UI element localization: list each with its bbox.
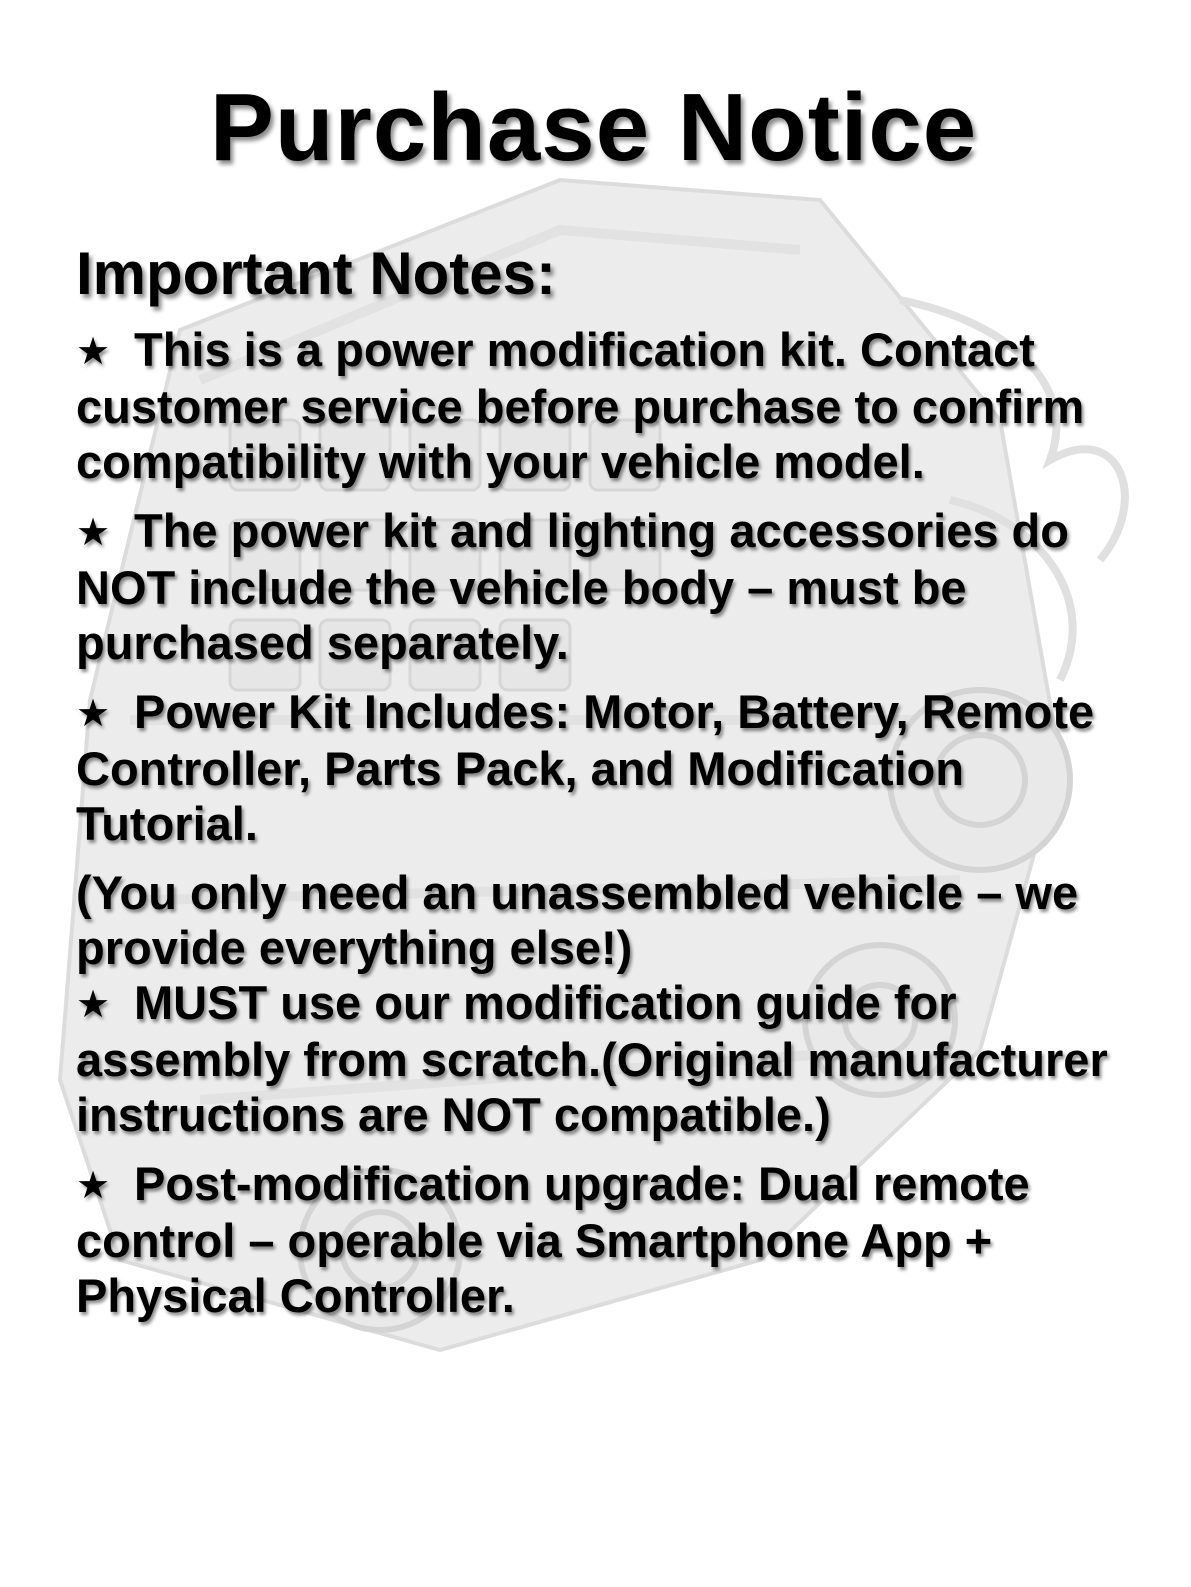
- star-icon: ★: [76, 982, 111, 1026]
- note-item: [76, 684, 1111, 851]
- note-item: [76, 322, 1111, 489]
- note-parenthetical: [76, 865, 1111, 975]
- note-item: [76, 975, 1111, 1142]
- note-item: [76, 1156, 1111, 1323]
- note-text: MUST use our modification guide for assembly from scratch.(Original manufacturer instructions are NOT compatible.): [76, 976, 1108, 1141]
- important-notes-heading: Important Notes:: [76, 240, 556, 307]
- star-icon: ★: [76, 329, 111, 373]
- note-item: [76, 503, 1111, 670]
- page-title: Purchase Notice: [209, 74, 978, 181]
- note-text: The power kit and lighting accessories do NOT include the vehicle body – must be purchased separately.: [76, 504, 1069, 669]
- note-text: (You only need an unassembled vehicle – we provide everything else!): [76, 866, 1079, 974]
- note-text: Power Kit Includes: Motor, Battery, Remote Controller, Parts Pack, and Modification Tutorial.: [76, 685, 1095, 850]
- star-icon: ★: [76, 510, 111, 554]
- note-text: This is a power modification kit. Contact customer service before purchase to confirm compatibility with your vehicle model.: [76, 323, 1085, 488]
- note-text: Post-modification upgrade: Dual remote control – operable via Smartphone App + Physical Controller.: [76, 1157, 1030, 1322]
- star-icon: ★: [76, 1163, 111, 1207]
- star-icon: ★: [76, 691, 111, 735]
